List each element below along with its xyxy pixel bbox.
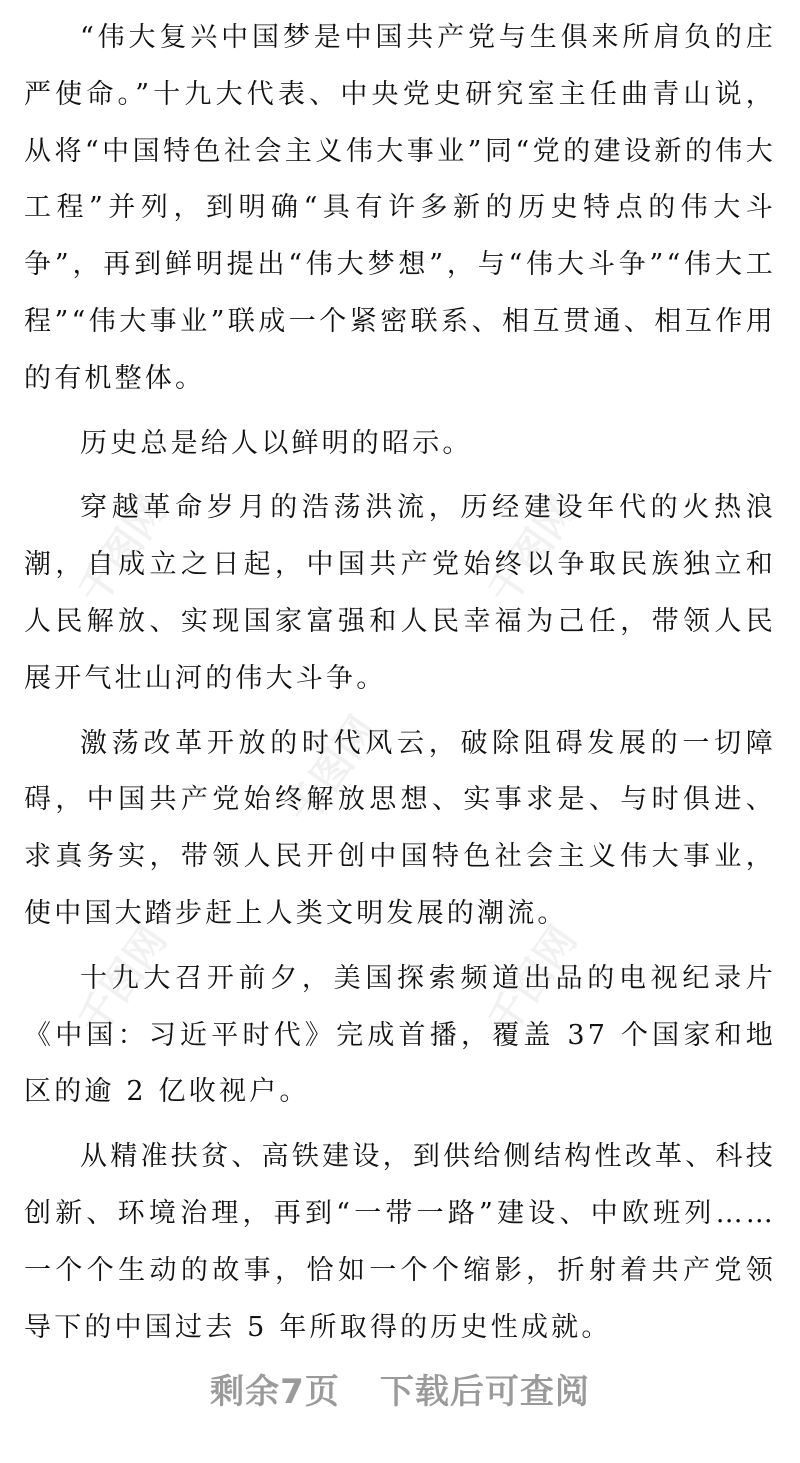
- watermark: 千图网: [279, 708, 387, 833]
- paragraph: 穿越革命岁月的浩荡洪流，历经建设年代的火热浪潮，自成立之日起，中国共产党始终以争取民族独立和人民解放、实现国家富强和人民幸福为己任，带领人民展开气壮山河的伟大斗争。: [24, 492, 776, 694]
- watermark: 千图网: [69, 918, 177, 1043]
- download-banner[interactable]: [0, 1360, 800, 1416]
- watermark: 千图网: [479, 488, 587, 613]
- paragraph: 十九大召开前夕，美国探索频道出品的电视纪录片《中国：习近平时代》完成首播，覆盖 37 个国家和地区的逾 2 亿收视户。: [24, 962, 776, 1108]
- paragraph: 从精准扶贫、高铁建设，到供给侧结构性改革、科技创新、环境治理，再到“一带一路”建设、中欧班列……一个个生动的故事，恰如一个个缩影，折射着共产党领导下的中国过去 5 年所取得的历史性成就。: [24, 1141, 776, 1343]
- paragraph: 历史总是给人以鲜明的昭示。: [80, 427, 473, 459]
- remaining-pages-label: 剩余7页: [210, 1371, 340, 1412]
- paragraph: 激荡改革开放的时代风云，破除阻碍发展的一切障碍，中国共产党始终解放思想、实事求是、与时俱进、求真务实，带领人民开创中国特色社会主义伟大事业，使中国大踏步赶上人类文明发展的潮流。: [24, 727, 776, 929]
- watermark: 千图网: [69, 488, 177, 613]
- paragraph: “伟大复兴中国梦是中国共产党与生俱来所肩负的庄严使命。”十九大代表、中央党史研究室主任曲青山说，从将“中国特色社会主义伟大事业”同“党的建设新的伟大工程”并列，到明确“具有许多新的历史特点的伟大斗争”，再到鲜明提出“伟大梦想”，与“伟大斗争”“伟大工程”“伟大事业”联成一个紧密联系、相互贯通、相互作用的有机整体。: [24, 22, 776, 394]
- download-prompt-link[interactable]: 下载后可查阅: [379, 1371, 590, 1412]
- document-body: [24, 10, 776, 1364]
- watermark: 千图网: [479, 918, 587, 1043]
